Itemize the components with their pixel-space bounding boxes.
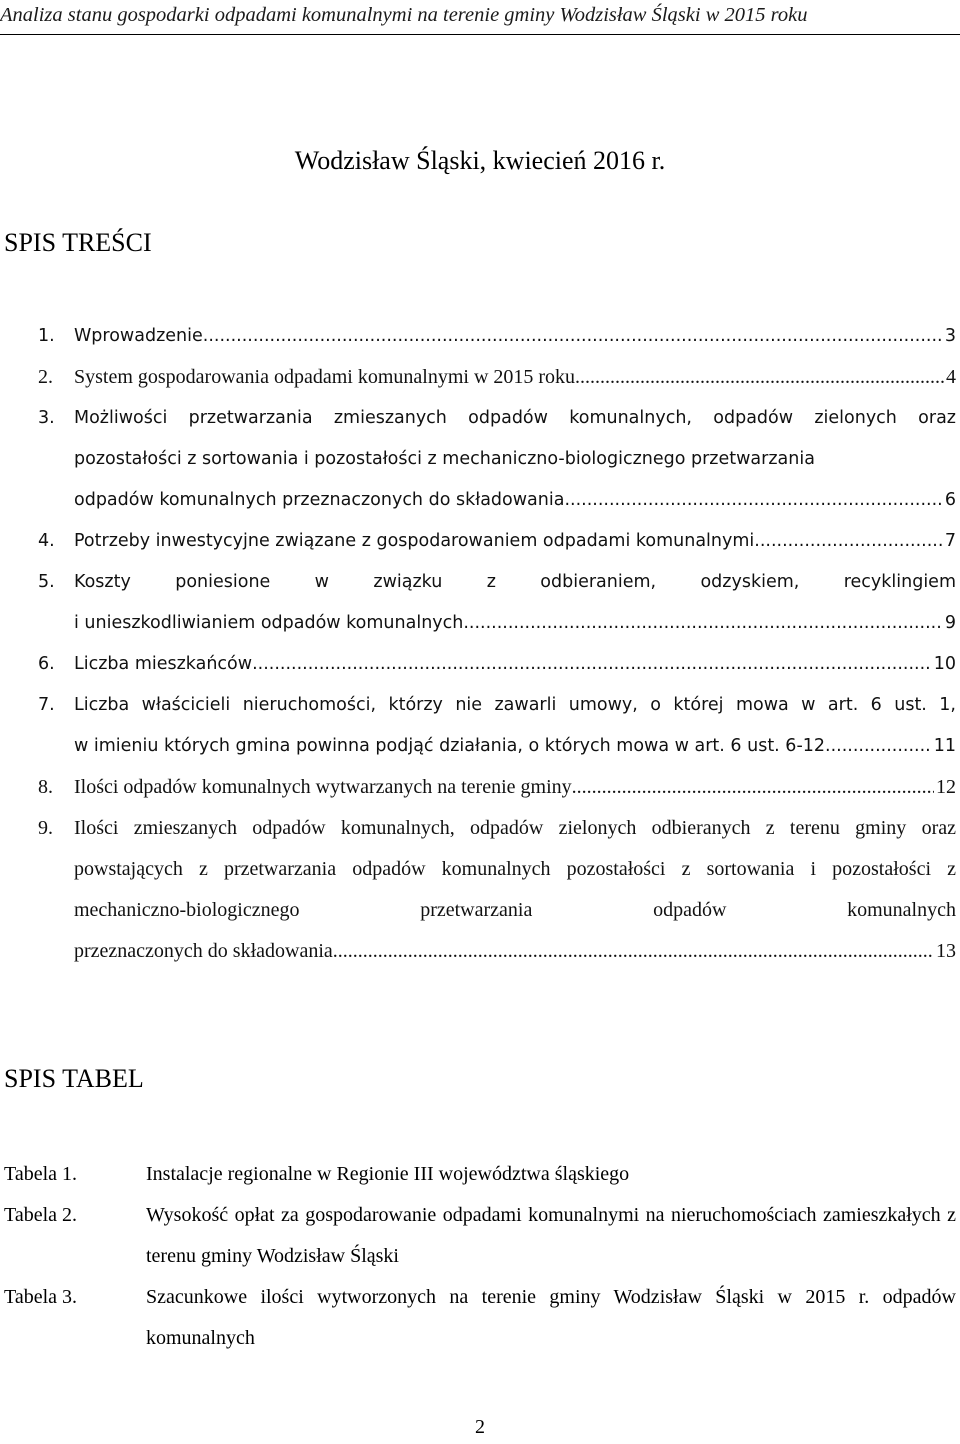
date-line: Wodzisław Śląski, kwiecień 2016 r. [294,146,666,175]
toc-entry-page: 9 [944,613,956,633]
toc-entry-page: 4 [946,366,956,388]
toc-entry[interactable] [38,316,956,357]
dot-leader [580,357,944,398]
dot-leader [203,316,943,357]
toc-entry-page: 3 [944,326,956,346]
dot-leader [754,521,943,562]
header-divider [0,34,960,35]
toc-entry-page: 7 [944,531,956,551]
toc-entry-text: Możliwości przetwarzania zmieszanych odpadów komunalnych, odpadów zielonych oraz pozostałości z sortowania i pozostałości z mechaniczno-biologicznego przetwarzania [74,408,956,469]
toc-entry-title: Ilości odpadów komunalnych wytwarzanych na terenie gminy [74,776,572,798]
table-caption: Szacunkowe ilości wytworzonych na terenie gminy Wodzisław Śląski w 2015 r. odpadów komunalnych [146,1286,956,1349]
toc-entry-number: 1. [38,326,55,346]
table-label: Tabela 2. [4,1204,78,1226]
toc-entry-number: 5. [38,572,55,592]
toc-entry[interactable] [38,644,956,685]
dot-leader [333,931,934,972]
table-caption: Instalacje regionalne w Regionie III województwa śląskiego [146,1163,630,1185]
table-label: Tabela 3. [4,1286,78,1308]
toc-entry-number: 7. [38,695,55,715]
toc-entry-page: 12 [936,776,956,798]
toc-entry-number: 3. [38,408,55,428]
toc-entry-number: 9. [38,817,53,839]
toc-entry-title: Liczba mieszkańców [74,654,253,674]
toc-entry[interactable] [38,808,956,972]
toc-entry-title: i unieszkodliwianiem odpadów komunalnych [74,613,464,633]
toc-heading: SPIS TREŚCI [4,228,152,257]
dot-leader [252,644,932,685]
toc-entry-title: przeznaczonych do składowania [74,940,333,962]
table-list-entry[interactable] [4,1277,956,1359]
toc-entry-title: odpadów komunalnych przeznaczonych do składowania [74,490,565,510]
toc-entry-page: 11 [933,736,956,756]
table-list-entry[interactable] [4,1195,956,1277]
dot-leader [463,603,943,644]
table-label: Tabela 1. [4,1163,78,1185]
toc-entry[interactable] [38,767,956,808]
dot-leader [572,767,934,808]
dot-leader [564,480,942,521]
toc-entry-text: Koszty poniesione w związku z odbieraniem, odzyskiem, recyklingiem [74,572,956,592]
running-header: Analiza stanu gospodarki odpadami komunalnymi na terenie gminy Wodzisław Śląski w 2015 roku [0,4,808,26]
toc-entry-title: Potrzeby inwestycyjne związane z gospodarowaniem odpadami komunalnymi [74,531,755,551]
toc-entry-page: 6 [944,490,956,510]
toc-entry[interactable] [38,562,956,644]
toc-entry-page: 10 [933,654,956,674]
toc-entry-number: 6. [38,654,55,674]
table-list-entry[interactable] [4,1154,956,1195]
toc-entry-page: 13 [936,940,956,962]
toc-entry-text: Ilości zmieszanych odpadów komunalnych, odpadów zielonych odbieranych z terenu gminy oraz powstających z przetwarzania odpadów komunalnych pozostałości z sortowania i pozostałości z mechaniczno-biologicznego przetwarzania odpadów komunalnych [74,817,956,921]
dot-leader [825,726,932,767]
toc-entry-number: 4. [38,531,55,551]
tables-heading: SPIS TABEL [4,1064,144,1093]
toc-entry-number: 8. [38,776,53,798]
list-of-tables [4,1154,956,1359]
toc-entry[interactable] [38,357,956,398]
toc-entry[interactable] [38,398,956,521]
toc-entry-title: w imieniu których gmina powinna podjąć działania, o których mowa w art. 6 ust. 6-12 [74,736,826,756]
toc-entry-number: 2. [38,366,53,388]
toc-entry[interactable] [38,685,956,767]
toc-entry-text: Liczba właścicieli nieruchomości, którzy nie zawarli umowy, o której mowa w art. 6 ust. 1, [74,695,956,715]
toc-entry-title: System gospodarowania odpadami komunalnymi w 2015 roku. [74,366,581,388]
page-number: 2 [475,1416,485,1438]
table-caption: Wysokość opłat za gospodarowanie odpadami komunalnymi na nieruchomościach zamieszkałych z terenu gminy Wodzisław Śląski [146,1204,956,1267]
toc-entry[interactable] [38,521,956,562]
table-of-contents [0,316,960,972]
toc-entry-title: Wprowadzenie [74,326,203,346]
